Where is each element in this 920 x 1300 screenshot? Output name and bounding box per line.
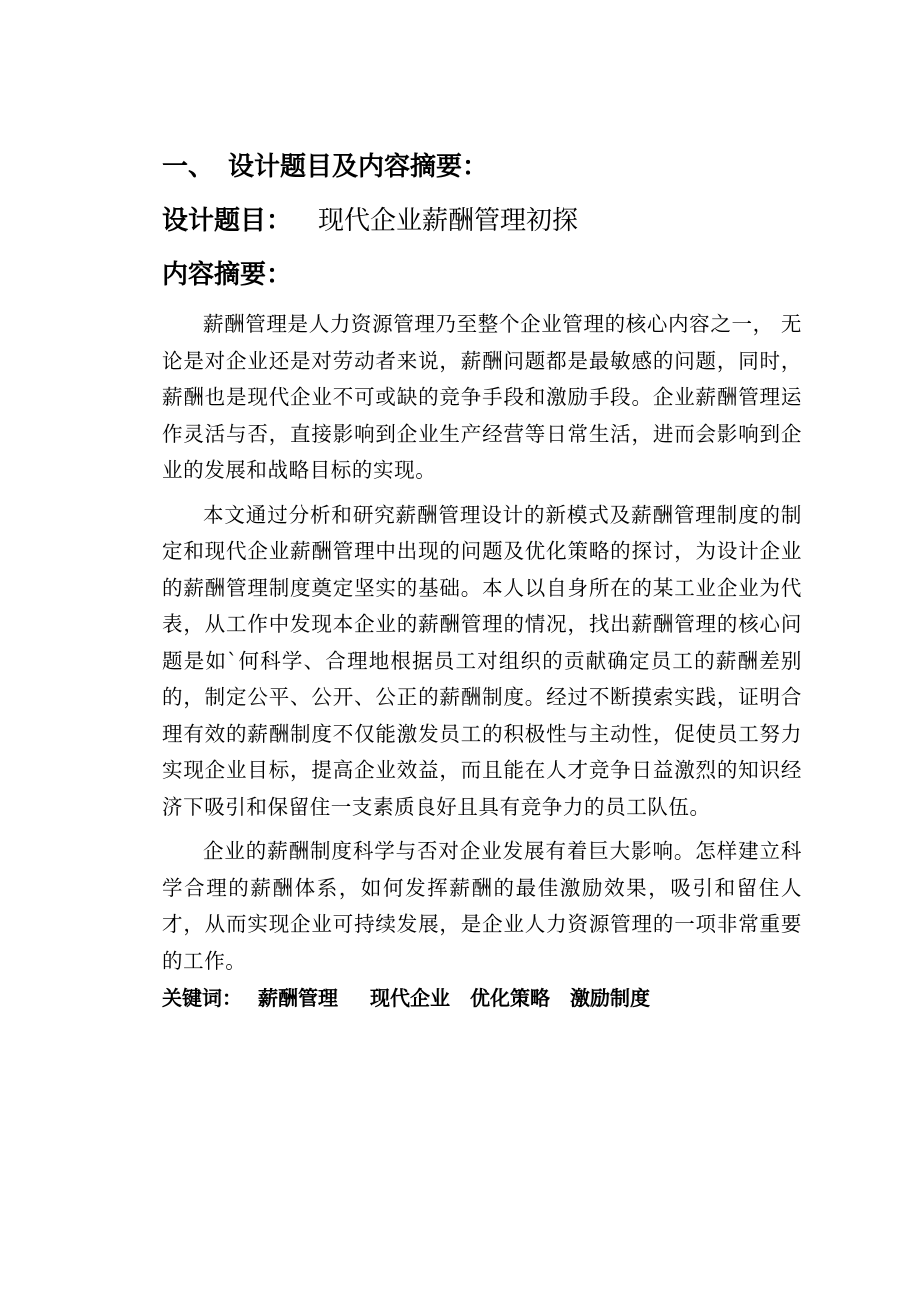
document-body	[162, 140, 802, 1015]
design-topic-line	[162, 194, 802, 248]
section-heading	[162, 140, 802, 194]
abstract-paragraph: 本文通过分析和研究薪酬管理设计的新模式及薪酬管理制度的制定和现代企业薪酬管理中出现的问题及优化策略的探讨，为设计企业的薪酬管理制度奠定坚实的基础。本人以自身所在的某工业企业为代表，从工作中发现本企业的薪酬管理的情况，找出薪酬管理的核心问题是如`何科学、合理地根据员工对组织的贡献确定员工的薪酬差别的，制定公平、公开、公正的薪酬制度。经过不断摸索实践，证明合理有效的薪酬制度不仅能激发员工的积极性与主动性，促使员工努力实现企业目标，提高企业效益，而且能在人才竞争日益激烈的知识经济下吸引和保留住一支素质良好且具有竞争力的员工队伍。	[162, 502, 802, 819]
section-number: 一、	[162, 152, 215, 182]
abstract-paragraph: 企业的薪酬制度科学与否对企业发展有着巨大影响。怎样建立科学合理的薪酬体系，如何发挥薪酬的最佳激励效果，吸引和留住人才，从而实现企业可持续发展，是企业人力资源管理的一项非常重要的工作。	[162, 839, 802, 973]
keyword: 薪酬管理	[258, 986, 338, 1010]
design-topic-label: 设计题目：	[162, 206, 293, 236]
keyword: 激励制度	[570, 986, 650, 1010]
abstract-paragraph: 薪酬管理是人力资源管理乃至整个企业管理的核心内容之一， 无论是对企业还是对劳动者来说，薪酬问题都是最敏感的问题，同时，薪酬也是现代企业不可或缺的竞争手段和激励手段。企业薪酬管理运作灵活与否，直接影响到企业生产经营等日常生活，进而会影响到企业的发展和战略目标的实现。	[162, 312, 802, 482]
keyword: 现代企业	[370, 986, 450, 1010]
keywords-line	[162, 981, 802, 1015]
design-topic-value: 现代企业薪酬管理初探	[318, 206, 579, 236]
keyword: 优化策略	[470, 986, 550, 1010]
abstract-heading: 内容摘要：	[162, 260, 293, 290]
keywords-label: 关键词：	[162, 986, 242, 1010]
section-title: 设计题目及内容摘要：	[228, 152, 489, 182]
